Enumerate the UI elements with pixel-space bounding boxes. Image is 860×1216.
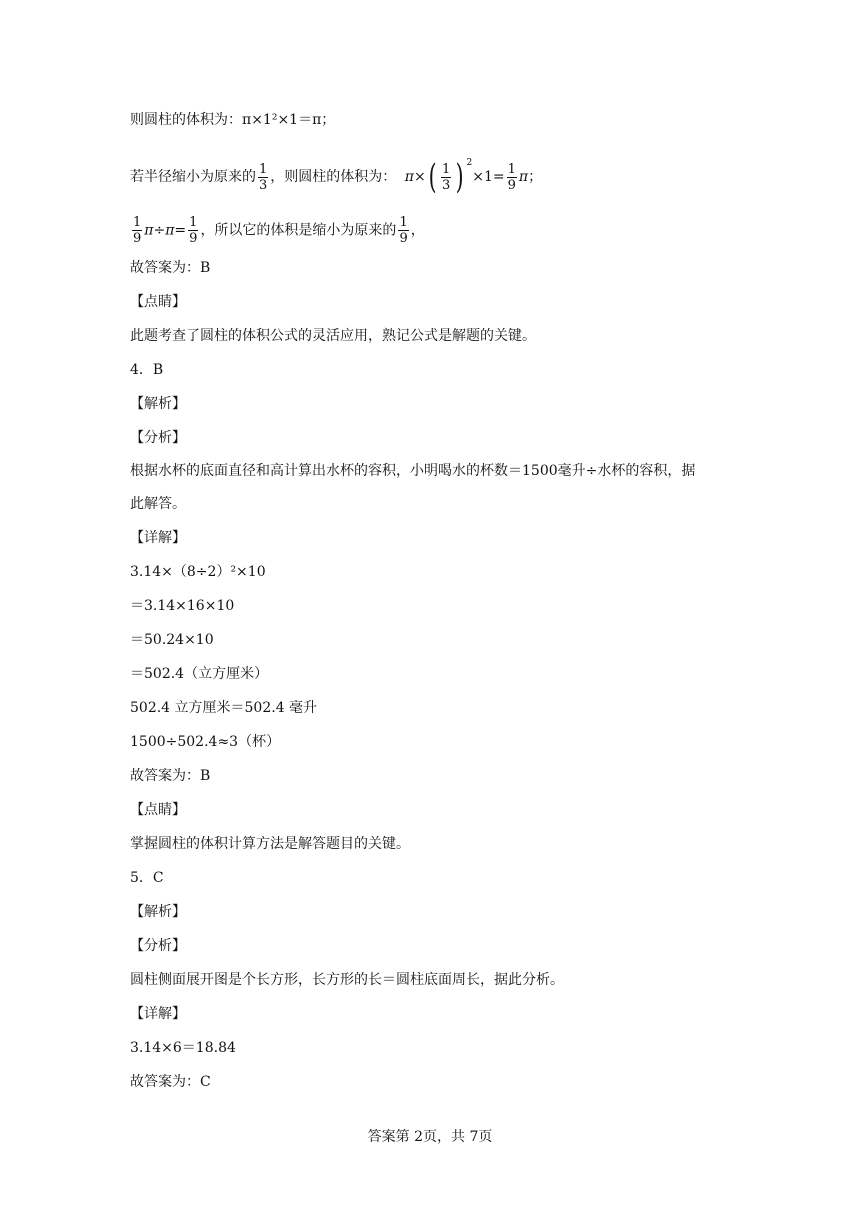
section-heading: 【详解】 [130, 1006, 186, 1022]
text-line: 圆柱侧面展开图是个长方形，长方形的长＝圆柱底面周长，据此分析。 [130, 972, 564, 988]
section-heading: 【解析】 [130, 904, 186, 920]
text-line: 此题考查了圆柱的体积公式的灵活应用，熟记公式是解题的关键。 [130, 328, 536, 344]
text-line: 掌握圆柱的体积计算方法是解答题目的关键。 [130, 836, 410, 852]
section-heading: 【点睛】 [130, 294, 186, 310]
calc-line: ＝3.14×16×10 [130, 598, 235, 614]
section-heading: 【点睛】 [130, 802, 186, 818]
fraction-one-ninth: $\frac{1}{9}$ [133, 215, 142, 246]
text-line: 则圆柱的体积为：π×1²×1＝π； [130, 112, 336, 128]
calc-line: 3.14×6＝18.84 [130, 1040, 236, 1056]
section-heading: 【详解】 [130, 530, 186, 546]
section-heading: 【解析】 [130, 396, 186, 412]
text-segment: 若半径缩小为原来的 [130, 169, 256, 185]
text-segment: ，则圆柱的体积为： [270, 169, 397, 185]
section-heading: 【分析】 [130, 430, 186, 446]
answer-line: 故答案为：B [130, 260, 211, 276]
text-line-shrink-radius [130, 157, 543, 197]
formula: π×( $\frac{1}{3}$ ) $^2$×1= $\frac{1}{9}$ π； [404, 157, 543, 197]
calc-line: 3.14×（8÷2）²×10 [130, 564, 266, 580]
question-number: 5．C [130, 870, 164, 886]
question-number: 4．B [130, 362, 164, 378]
calc-line: ＝502.4（立方厘米） [130, 666, 269, 682]
calc-line: ＝50.24×10 [130, 632, 214, 648]
answer-line: 故答案为：B [130, 768, 211, 784]
text-segment: ，所以它的体积是缩小为原来的 [200, 222, 397, 239]
section-heading: 【分析】 [130, 938, 186, 954]
text-line-ratio: $\frac{1}{9}$ π÷π= $\frac{1}{9}$ ，所以它的体积是缩小为原来的 $\frac{1}{9}$ ， [133, 215, 425, 246]
calc-line: 1500÷502.4≈3（杯） [130, 734, 281, 750]
text-line: 此解答。 [130, 496, 186, 512]
text-line: 根据水杯的底面直径和高计算出水杯的容积，小明喝水的杯数＝1500毫升÷水杯的容积，据 [130, 463, 696, 479]
page-footer: 答案第 2页，共 7页 [367, 1129, 493, 1145]
fraction-one-third: $\frac{1}{3}$ [259, 161, 268, 193]
answer-line: 故答案为：C [130, 1074, 211, 1090]
calc-line: 502.4 立方厘米＝502.4 毫升 [130, 700, 318, 716]
